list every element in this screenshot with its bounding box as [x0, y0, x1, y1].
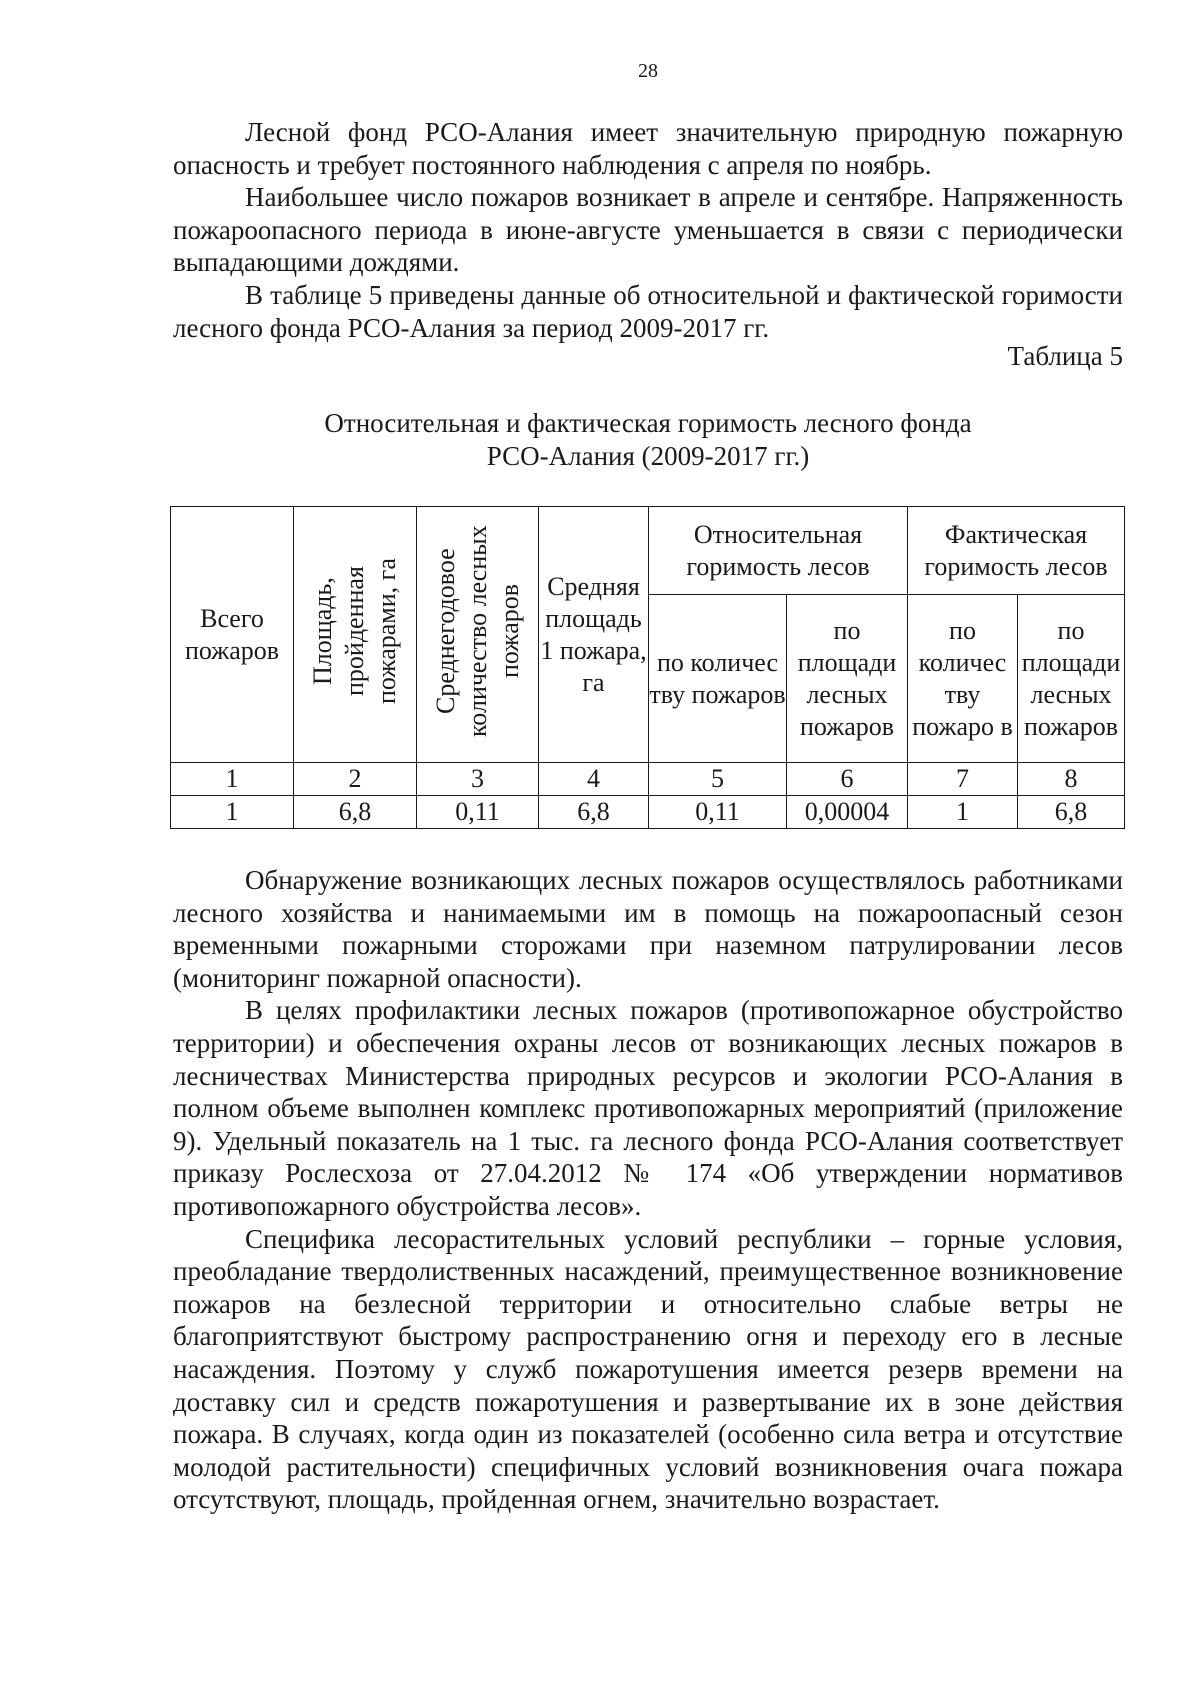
column-number: 7	[908, 763, 1018, 796]
paragraph: В таблице 5 приведены данные об относительной и фактической горимости лесного фонда РСО-Алания за период 2009-2017 гг.	[173, 279, 1123, 343]
body-text	[173, 864, 1123, 1516]
table-title	[173, 407, 1123, 473]
header-total-fires: Всего пожаров	[171, 507, 294, 763]
table-cell: 1	[908, 796, 1018, 829]
table-cell: 0,11	[649, 796, 787, 829]
paragraph: Специфика лесорастительных условий республики – горные условия, преобладание твердолиственных насаждений, преимущественное возникновение пожаров на безлесной территории и относительно слабые ветры не благоприятствуют быстрому распространению огня и переходу его в лесные насаждения. Поэтому у служб пожаротушения имеется резерв времени на доставку сил и средств пожаротушения и развертывание их в зоне действия пожара. В случаях, когда один из показателей (особенно сила ветра и отсутствие молодой растительности) специфичных условий возникновения очага пожара отсутствуют, площадь, пройденная огнем, значительно возрастает.	[173, 1223, 1123, 1515]
header-act-by-count: по количес тву пожаро в	[908, 595, 1018, 763]
header-relative-group: Относительная горимость лесов	[649, 507, 908, 595]
column-number: 3	[417, 763, 539, 796]
column-number: 6	[787, 763, 908, 796]
paragraph: В целях профилактики лесных пожаров (противопожарное обустройство территории) и обеспечения охраны лесов от возникающих лесных пожаров в лесничествах Министерства природных ресурсов и экологии РСО-Алания в полном объеме выполнен комплекс противопожарных мероприятий (приложение 9). Удельный показатель на 1 тыс. га лесного фонда РСО-Алания соответствует приказу Рослесхоза от 27.04.2012 № 174 «Об утверждении нормативов противопожарного обустройства лесов».	[173, 995, 1123, 1221]
table-row	[171, 796, 1125, 829]
table-cell: 6,8	[294, 796, 417, 829]
column-number: 1	[171, 763, 294, 796]
header-area-burned-text: Площадь, пройденная пожарами, га	[308, 557, 401, 704]
header-avg-annual-count-text: Среднегодовое количество лесных пожаров	[430, 524, 524, 737]
header-act-by-area: по площади лесных пожаров	[1018, 595, 1125, 763]
header-actual-group: Фактическая горимость лесов	[908, 507, 1125, 595]
table-cell: 6,8	[539, 796, 649, 829]
column-number: 4	[539, 763, 649, 796]
page-number: 28	[638, 60, 658, 82]
paragraph: Наибольшее число пожаров возникает в апреле и сентябре. Напряженность пожароопасного периода в июне-августе уменьшается в связи с периодически выпадающими дождями.	[173, 182, 1123, 278]
column-number-row	[171, 763, 1125, 796]
header-avg-area-per-fire: Средняя площадь 1 пожара, га	[539, 507, 649, 763]
header-rel-by-count: по количес тву пожаров	[649, 595, 787, 763]
paragraph: Лесной фонд РСО-Алания имеет значительную природную пожарную опасность и требует постоянного наблюдения с апреля по ноябрь.	[173, 117, 1123, 180]
table-cell: 1	[171, 796, 294, 829]
column-number: 2	[294, 763, 417, 796]
header-avg-annual-count	[417, 507, 539, 763]
paragraph: Обнаружение возникающих лесных пожаров осуществлялось работниками лесного хозяйства и нанимаемыми им в помощь на пожароопасный сезон временными пожарными сторожами при наземном патрулировании лесов (мониторинг пожарной опасности).	[173, 865, 1123, 993]
column-number: 8	[1018, 763, 1125, 796]
table-title-line: Относительная и фактическая горимость лесного фонда	[324, 408, 972, 438]
table-title-line: РСО-Алания (2009-2017 гг.)	[486, 441, 810, 471]
intro-text	[173, 116, 1123, 344]
table-label: Таблица 5	[1007, 341, 1123, 371]
header-area-burned	[294, 507, 417, 763]
table-cell: 0,00004	[787, 796, 908, 829]
table-cell: 0,11	[417, 796, 539, 829]
fire-statistics-table	[170, 506, 1125, 829]
column-number: 5	[649, 763, 787, 796]
table-cell: 6,8	[1018, 796, 1125, 829]
header-rel-by-area: по площади лесных пожаров	[787, 595, 908, 763]
